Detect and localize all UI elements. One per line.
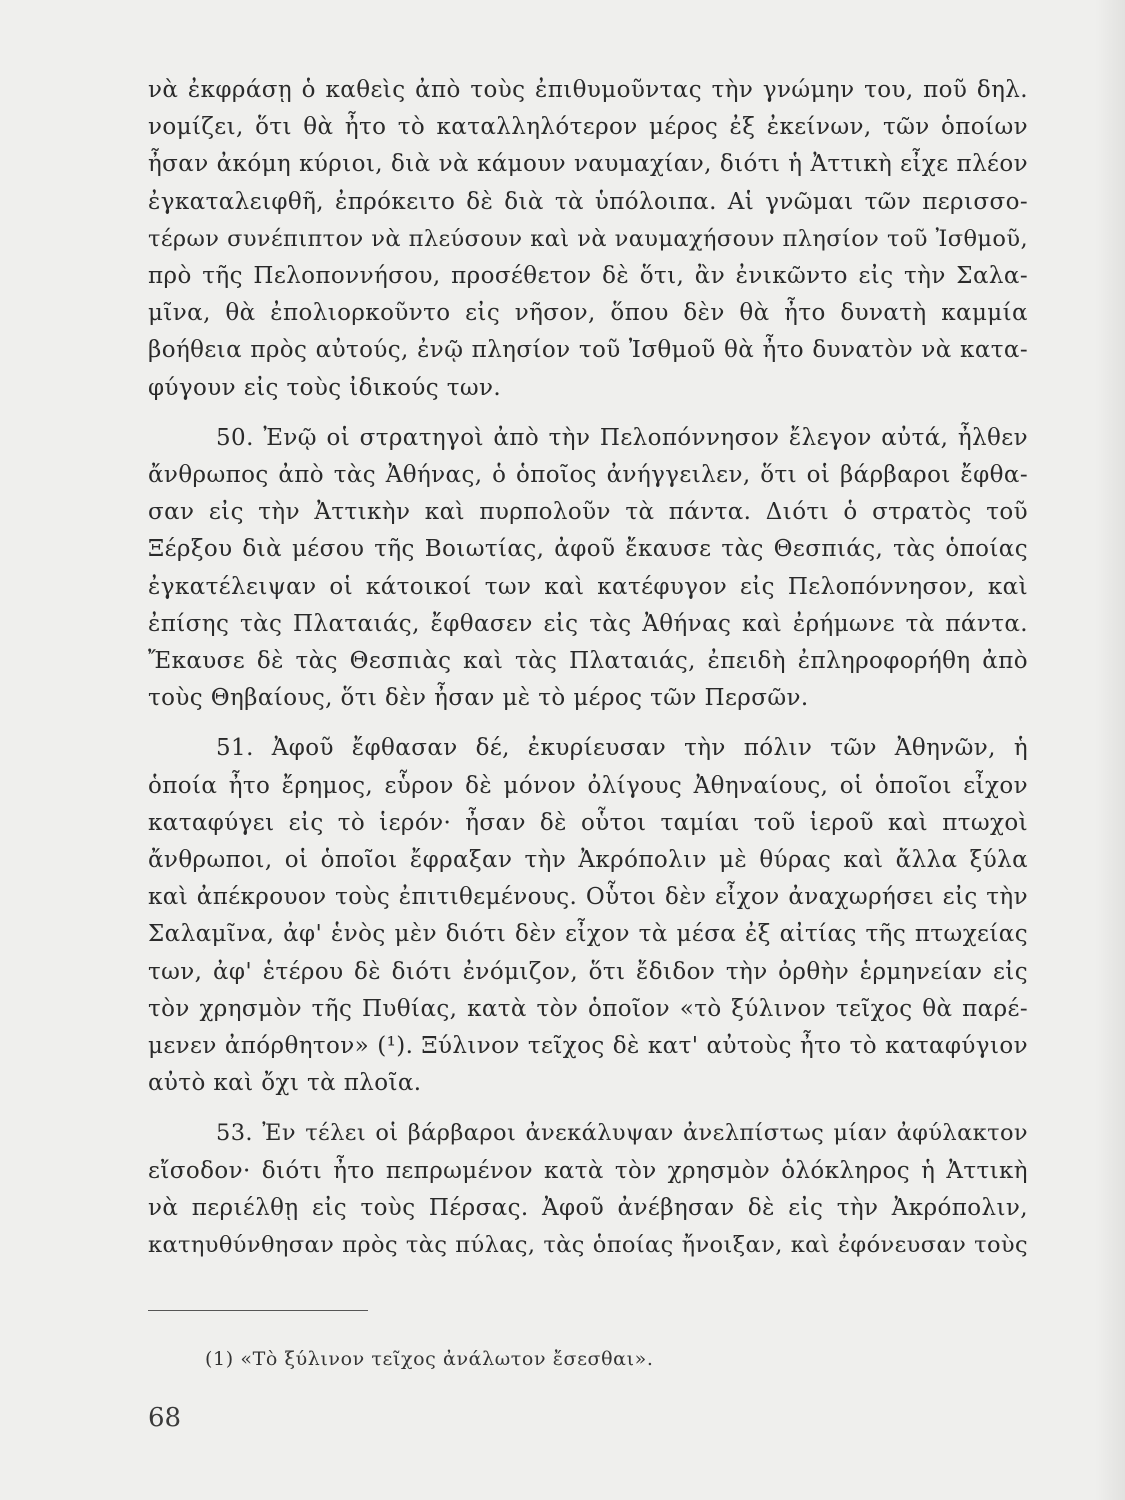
paragraph-section-53 <box>148 1115 1028 1264</box>
text-line: των, ἀφ' ἑτέρου δὲ διότι ἐνόμιζον, ὅτι ἔδιδον τὴν ὀρθὴν ἑρμηνείαν εἰς <box>148 958 1028 985</box>
text-line: νομίζει, ὅτι θὰ ἦτο τὸ καταλληλότερον μέρος ἐξ ἐκείνων, τῶν ὁποίων <box>148 114 1028 141</box>
text-line: ἐπίσης τὰς Πλαταιάς, ἔφθασεν εἰς τὰς Ἀθήνας καὶ ἐρήμωνε τὰ πάντα. <box>148 610 1028 637</box>
page-number: 68 <box>148 1403 182 1433</box>
text-line: τοὺς Θηβαίους, ὅτι δὲν ἦσαν μὲ τὸ μέρος τῶν Περσῶν. <box>148 685 809 712</box>
text-line: Ἔκαυσε δὲ τὰς Θεσπιὰς καὶ τὰς Πλαταιάς, ἐπειδὴ ἐπληροφορήθη ἀπὸ <box>148 648 1028 675</box>
text-line: φύγουν εἰς τοὺς ἰδικούς των. <box>148 374 502 401</box>
page-edge-shadow <box>1095 0 1125 1500</box>
text-line: ἐγκατέλειψαν οἱ κάτοικοί των καὶ κατέφυγον εἰς Πελοπόννησον, καὶ <box>148 573 1028 600</box>
text-line: ἐγκαταλειφθῆ, ἐπρόκειτο δὲ διὰ τὰ ὑπόλοιπα. Αἱ γνῶμαι τῶν περισσο- <box>148 188 1028 215</box>
text-line: 53. Ἐν τέλει οἱ βάρβαροι ἀνεκάλυψαν ἀνελπίστως μίαν ἀφύλακτον <box>216 1120 1028 1147</box>
text-line: ὁποία ἦτο ἔρημος, εὗρον δὲ μόνον ὀλίγους Ἀθηναίους, οἱ ὁποῖοι εἶχον <box>148 772 1028 799</box>
text-line: μῖνα, θὰ ἐπολιορκοῦντο εἰς νῆσον, ὅπου δὲν θὰ ἦτο δυνατὴ καμμία <box>148 300 1028 327</box>
text-line: αὐτὸ καὶ ὄχι τὰ πλοῖα. <box>148 1070 422 1097</box>
text-line: εἴσοδον· διότι ἦτο πεπρωμένον κατὰ τὸν χρησμὸν ὁλόκληρος ἡ Ἀττικὴ <box>148 1157 1028 1184</box>
text-line: νὰ ἐκφράσῃ ὁ καθεὶς ἀπὸ τοὺς ἐπιθυμοῦντας τὴν γνώμην του, ποῦ δηλ. <box>148 77 1028 103</box>
text-line: κατηυθύνθησαν πρὸς τὰς πύλας, τὰς ὁποίας ἤνοιξαν, καὶ ἐφόνευσαν τοὺς <box>148 1232 1028 1259</box>
footnote: (1) «Τὸ ξύλινον τεῖχος ἀνάλωτον ἔσεσθαι». <box>205 1348 654 1370</box>
text-line: μενεν ἀπόρθητον» (¹). Ξύλινον τεῖχος δὲ κατ' αὐτοὺς ἦτο τὸ καταφύγιον <box>148 1033 1028 1060</box>
text-line: ἦσαν ἀκόμη κύριοι, διὰ νὰ κάμουν ναυμαχίαν, διότι ἡ Ἀττικὴ εἶχε πλέον <box>148 151 1028 178</box>
paragraph-1 <box>148 72 1028 407</box>
text-line: σαν εἰς τὴν Ἀττικὴν καὶ πυρπολοῦν τὰ πάντα. Διότι ὁ στρατὸς τοῦ <box>148 499 1028 526</box>
text-line: ἄνθρωπος ἀπὸ τὰς Ἀθήνας, ὁ ὁποῖος ἀνήγγειλεν, ὅτι οἱ βάρβαροι ἔφθα- <box>148 462 1028 489</box>
text-line: τέρων συνέπιπτον νὰ πλεύσουν καὶ νὰ ναυμαχήσουν πλησίον τοῦ Ἰσθμοῦ, <box>148 225 1028 252</box>
paragraph-section-51 <box>148 730 1028 1102</box>
text-line: ἄνθρωποι, οἱ ὁποῖοι ἔφραξαν τὴν Ἀκρόπολιν μὲ θύρας καὶ ἄλλα ξύλα <box>148 847 1028 874</box>
text-line: πρὸ τῆς Πελοποννήσου, προσέθετον δὲ ὅτι, ἂν ἐνικῶντο εἰς τὴν Σαλα- <box>148 263 1028 290</box>
text-line: Σαλαμῖνα, ἀφ' ἑνὸς μὲν διότι δὲν εἶχον τὰ μέσα ἐξ αἰτίας τῆς πτωχείας <box>148 921 1028 948</box>
footnote-divider <box>148 1310 368 1311</box>
text-line: 50. Ἐνῷ οἱ στρατηγοὶ ἀπὸ τὴν Πελοπόννησον ἔλεγον αὐτά, ἦλθεν <box>216 424 1028 451</box>
paragraph-section-50 <box>148 420 1028 718</box>
text-line: 51. Ἀφοῦ ἔφθασαν δέ, ἐκυρίευσαν τὴν πόλιν τῶν Ἀθηνῶν, ἡ <box>216 735 1028 762</box>
body-text <box>148 72 1028 1264</box>
text-line: Ξέρξου διὰ μέσου τῆς Βοιωτίας, ἀφοῦ ἔκαυσε τὰς Θεσπιάς, τὰς ὁποίας <box>148 536 1028 563</box>
text-line: νὰ περιέλθῃ εἰς τοὺς Πέρσας. Ἀφοῦ ἀνέβησαν δὲ εἰς τὴν Ἀκρόπολιν, <box>148 1194 1028 1221</box>
text-line: καταφύγει εἰς τὸ ἱερόν· ἦσαν δὲ οὗτοι ταμίαι τοῦ ἱεροῦ καὶ πτωχοὶ <box>148 809 1028 836</box>
text-line: βοήθεια πρὸς αὐτούς, ἐνῷ πλησίον τοῦ Ἰσθμοῦ θὰ ἦτο δυνατὸν νὰ κατα- <box>148 337 1028 364</box>
text-line: καὶ ἀπέκρουον τοὺς ἐπιτιθεμένους. Οὗτοι δὲν εἶχον ἀναχωρήσει εἰς τὴν <box>148 884 1028 911</box>
text-line: τὸν χρησμὸν τῆς Πυθίας, κατὰ τὸν ὁποῖον «τὸ ξύλινον τεῖχος θὰ παρέ- <box>148 995 1028 1022</box>
